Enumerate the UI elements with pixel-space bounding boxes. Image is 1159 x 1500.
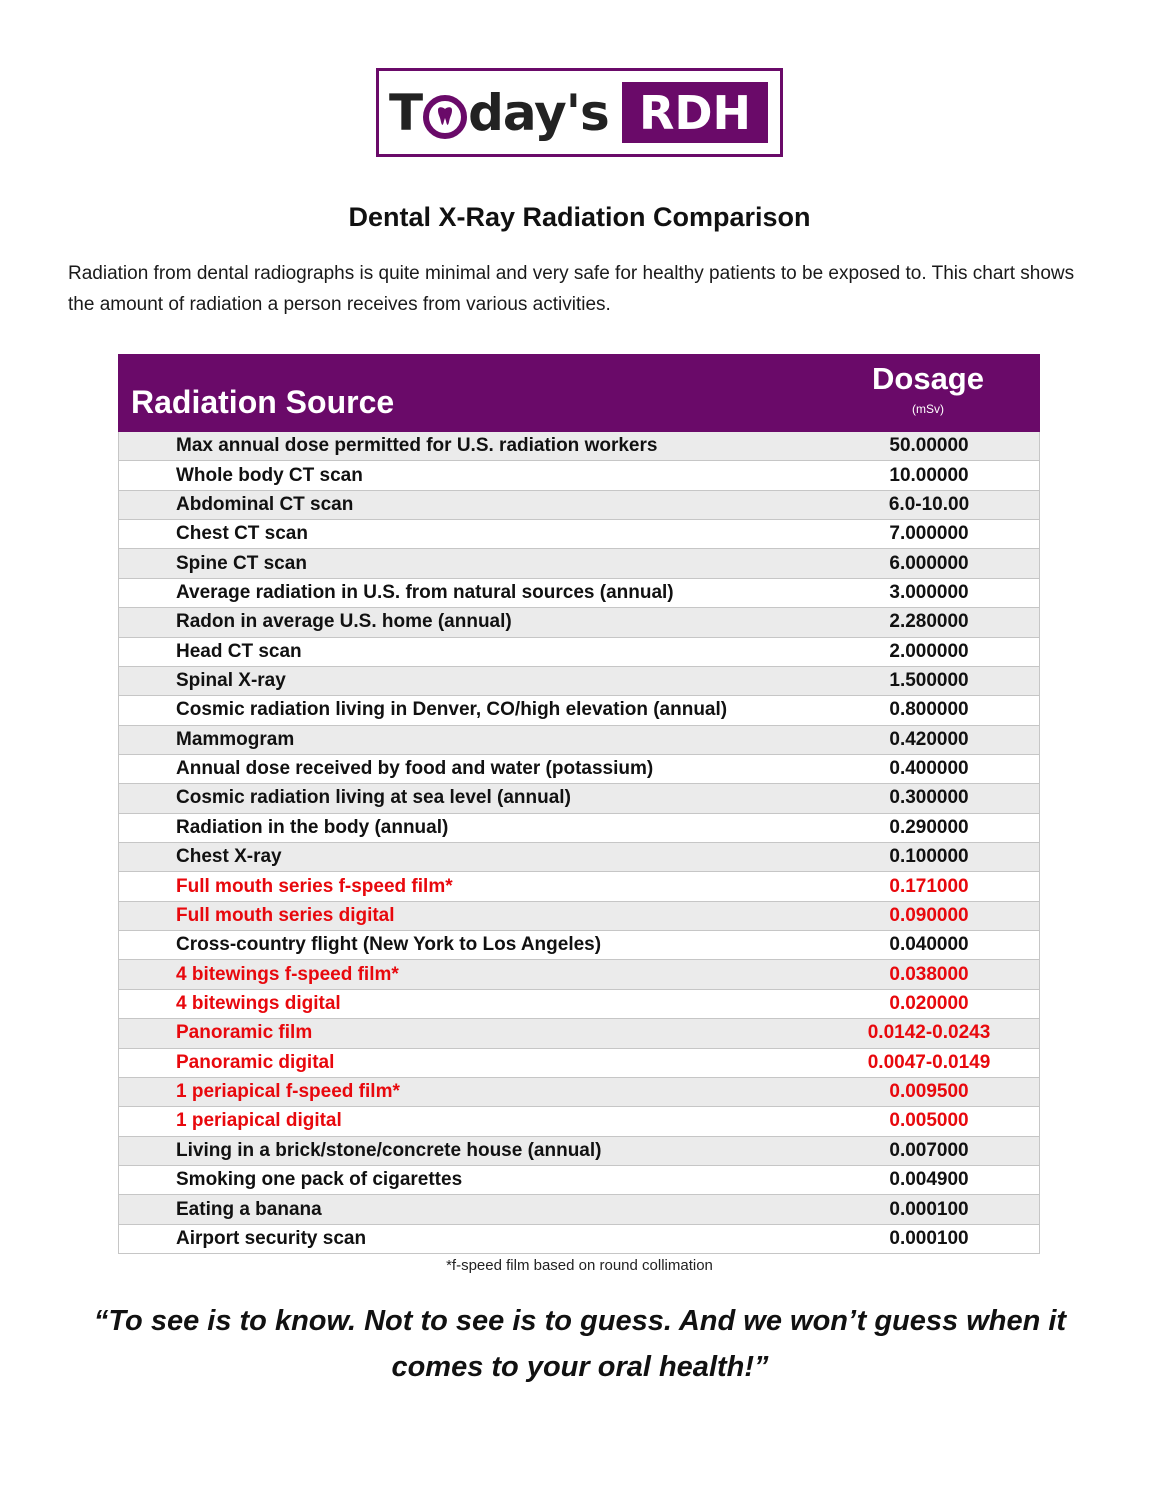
table-row [119,520,1039,549]
footnote: *f-speed film based on round collimation [446,1257,713,1274]
table-row [119,1166,1039,1195]
row-source: Full mouth series f-speed film* [176,875,453,897]
row-source: Cosmic radiation living at sea level (annual) [176,787,571,809]
row-dosage: 0.040000 [889,934,969,956]
row-dosage: 0.038000 [889,963,969,985]
table-row [119,1137,1039,1166]
header-dosage-unit: (mSv) [912,402,944,416]
row-dosage: 2.280000 [889,611,969,633]
brand-logo [376,68,783,157]
row-dosage: 2.000000 [889,640,969,662]
radiation-table [118,354,1040,1254]
header-dosage: Dosage [872,361,984,396]
intro-paragraph: Radiation from dental radiographs is quite minimal and very safe for healthy patients to be exposed to. This chart shows the amount of radiation a person receives from various activities. [68,263,1075,315]
table-row [119,667,1039,696]
table-row [119,843,1039,872]
table-body [118,432,1040,1254]
row-source: Full mouth series digital [176,904,395,926]
row-dosage: 0.420000 [889,728,969,750]
table-row [119,755,1039,784]
table-row [119,1078,1039,1107]
table-row [119,872,1039,901]
row-dosage: 10.00000 [889,464,969,486]
row-dosage: 0.020000 [889,993,969,1014]
row-source: Panoramic film [176,1022,313,1044]
row-source: Average radiation in U.S. from natural sources (annual) [176,581,674,603]
row-source: 4 bitewings digital [176,993,341,1014]
row-dosage: 0.300000 [889,787,969,809]
table-row [119,579,1039,608]
row-dosage: 0.090000 [889,904,969,926]
row-source: Airport security scan [176,1227,367,1249]
logo-rdh-block [622,82,768,143]
row-dosage: 6.0-10.00 [888,493,970,515]
row-source: Radiation in the body (annual) [176,816,449,838]
table-row [119,461,1039,490]
table-row [119,814,1039,843]
table-row [119,990,1039,1019]
table-row [119,784,1039,813]
table-row [119,1049,1039,1078]
table-row [119,696,1039,725]
header-radiation-source: Radiation Source [131,384,395,420]
tooth-icon [423,95,467,139]
table-row [119,1225,1039,1254]
row-dosage: 0.800000 [889,699,969,721]
logo-wordmark [389,71,609,154]
row-dosage: 0.400000 [889,758,969,780]
row-source: 1 periapical f-speed film* [176,1081,400,1103]
row-dosage: 0.000100 [889,1227,969,1249]
row-source: Living in a brick/stone/concrete house (annual) [176,1139,602,1161]
table-row [119,931,1039,960]
row-dosage: 0.0047-0.0149 [867,1051,991,1073]
page-title: Dental X-Ray Radiation Comparison [348,202,811,232]
closing-quote: “To see is to know. Not to see is to guess. And we won’t guess when it comes to your oral health!” [93,1305,1067,1383]
row-source: Spine CT scan [176,552,307,574]
table-row [119,549,1039,578]
row-dosage: 1.500000 [889,670,969,692]
row-dosage: 0.005000 [889,1110,969,1132]
table-row [119,960,1039,989]
table-row [119,902,1039,931]
row-dosage: 0.007000 [889,1139,969,1161]
row-dosage: 0.290000 [889,816,969,838]
table-row [119,608,1039,637]
table-row [119,491,1039,520]
row-source: Max annual dose permitted for U.S. radiation workers [176,435,658,457]
table-row [119,1019,1039,1048]
logo-text-days: day's [468,83,609,142]
logo-text-t: T [389,83,423,142]
logo-text-rdh: RDH [638,85,752,140]
row-source: Eating a banana [176,1198,322,1220]
row-source: Cosmic radiation living in Denver, CO/high elevation (annual) [176,699,728,721]
row-source: Annual dose received by food and water (potassium) [176,758,654,780]
row-source: Cross-country flight (New York to Los Angeles) [176,934,602,956]
table-row [119,432,1039,461]
row-dosage: 0.100000 [889,846,969,868]
row-dosage: 0.171000 [889,875,969,897]
row-source: Mammogram [176,728,295,750]
row-source: Abdominal CT scan [176,493,354,515]
row-dosage: 0.0142-0.0243 [867,1022,991,1044]
row-source: Chest CT scan [176,523,308,545]
table-row [119,1107,1039,1136]
row-source: Panoramic digital [176,1051,335,1073]
table-row [119,1195,1039,1224]
row-dosage: 0.000100 [889,1198,969,1220]
row-dosage: 7.000000 [889,523,969,545]
row-source: Spinal X-ray [176,670,286,692]
row-dosage: 3.000000 [889,581,969,603]
row-source: 1 periapical digital [176,1110,342,1132]
table-row [119,726,1039,755]
row-source: Head CT scan [176,640,302,662]
row-dosage: 0.004900 [889,1169,969,1191]
row-dosage: 0.009500 [889,1081,969,1103]
table-row [119,638,1039,667]
row-dosage: 6.000000 [889,552,969,574]
row-source: Chest X-ray [176,846,282,868]
row-source: Radon in average U.S. home (annual) [176,611,512,633]
row-source: Whole body CT scan [176,464,363,486]
row-source: 4 bitewings f-speed film* [176,963,399,985]
row-source: Smoking one pack of cigarettes [176,1169,463,1191]
table-header [118,354,1040,432]
row-dosage: 50.00000 [889,435,969,457]
